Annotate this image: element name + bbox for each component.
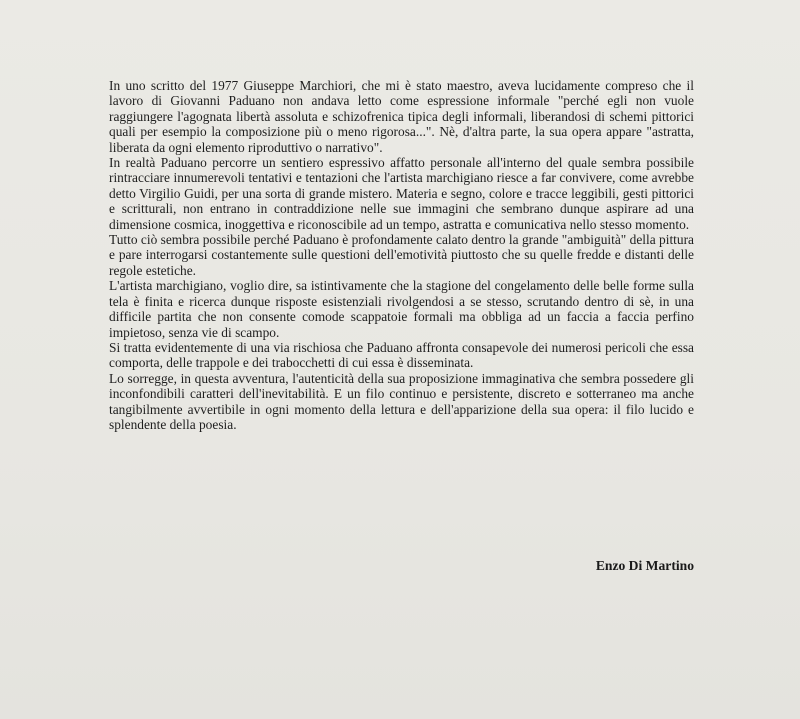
paragraph-4: L'artista marchigiano, voglio dire, sa istintivamente che la stagione del congelamento delle belle forme sulla tela è finita e ricerca dunque risposte esistenziali rivolgendosi a se stesso, scrutando dentro di sè, in una difficile partita che non consente comode scappatoie formali ma obbliga ad un faccia a faccia perfino impietoso, senza vie di scampo. [109,278,694,340]
paragraph-5: Si tratta evidentemente di una via rischiosa che Paduano affronta consapevole dei numerosi pericoli che essa comporta, delle trappole e dei trabocchetti di cui essa è disseminata. [109,339,694,371]
author-signature: Enzo Di Martino [595,558,694,573]
paragraph-6: Lo sorregge, in questa avventura, l'autenticità della sua proposizione immaginativa che sembra possedere gli inconfondibili caratteri dell'inevitabilità. E un filo continuo e persistente, discreto e sotterraneo ma anche tangibilmente avvertibile in ogni momento della lettura e dell'apparizione della sua opera: il filo lucido e splendente della poesia. [109,370,694,432]
essay-body [109,78,694,432]
paragraph-1: In uno scritto del 1977 Giuseppe Marchiori, che mi è stato maestro, aveva lucidamente compreso che il lavoro di Giovanni Paduano non andava letto come espressione informale "perché egli non vuole raggiungere l'agognata libertà assoluta e schizofrenica tipica degli informali, liberandosi di schemi pittorici quali per esempio la composizione più o meno rigorosa...". Nè, d'altra parte, la sua opera appare "astratta, liberata da ogni elemento riproduttivo o narrativo". [109,78,694,155]
paragraph-2: In realtà Paduano percorre un sentiero espressivo affatto personale all'interno del quale sembra possibile rintracciare innumerevoli tentativi e tentazioni che l'artista marchigiano riesce a far convivere, come avrebbe detto Virgilio Guidi, per una sorta di grande mistero. Materia e segno, colore e tracce leggibili, gesti pittorici e scritturali, non entrano in contraddizione nelle sue immagini che sembrano dunque aspirare ad una dimensione cosmica, inoggettiva e riconoscibile ad un tempo, astratta e comunicativa nello stesso momento. [109,155,694,232]
paragraph-3: Tutto ciò sembra possibile perché Paduano è profondamente calato dentro la grande "ambiguità" della pittura e pare interrogarsi costantemente sulle questioni dell'emotività piuttosto che su quelle fredde e distanti delle regole estetiche. [109,232,694,278]
